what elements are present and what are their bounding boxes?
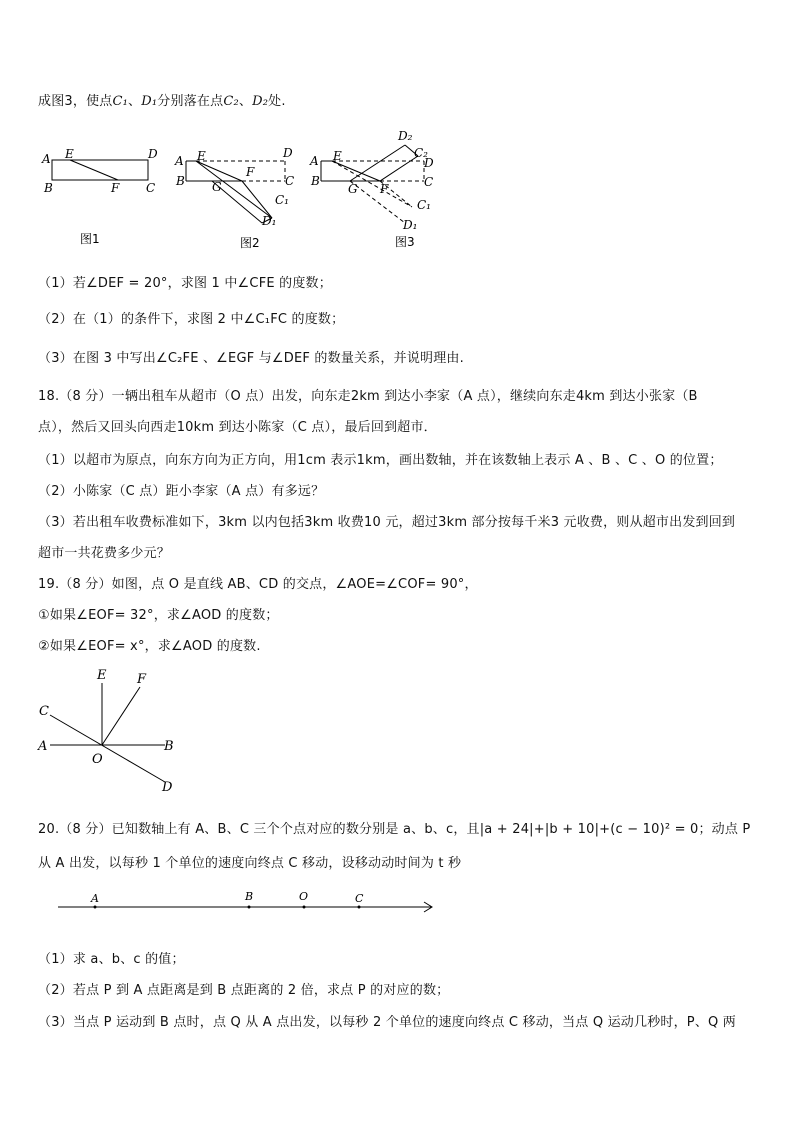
fig1-label-D: D bbox=[148, 147, 158, 161]
fig3-label-C2: C₂ bbox=[414, 146, 428, 160]
caption-fig1: 图1 bbox=[80, 232, 100, 246]
caption-fig3: 图3 bbox=[395, 235, 415, 249]
q20-part3: （3）当点 P 运动到 B 点时，点 Q 从 A 点出发，以每秒 2 个单位的速度向终点 C 移动，当点 Q 运动几秒时，P、Q 两 bbox=[38, 1015, 736, 1030]
figure-1 bbox=[41, 147, 158, 246]
fig2-label-D1: D₁ bbox=[262, 214, 277, 228]
fig1-label-B: B bbox=[44, 181, 53, 195]
intro-line: 成图3，使点C₁、D₁分别落在点C₂、D₂处. bbox=[38, 94, 286, 109]
q18-heading: 18.（8 分）一辆出租车从超市（O 点）出发，向东走2km 到达小李家（A 点），继续向东走4km 到达小张家（B bbox=[38, 389, 698, 404]
q20-part2: （2）若点 P 到 A 点距离是到 B 点距离的 2 倍，求点 P 的对应的数； bbox=[38, 983, 450, 998]
fig19-label-C: C bbox=[39, 704, 49, 719]
q20-part1: （1）求 a、b、c 的值； bbox=[38, 952, 185, 967]
fig3-label-C: C bbox=[424, 175, 434, 189]
axis-label-C: C bbox=[355, 892, 364, 905]
fold-figures bbox=[0, 125, 794, 255]
fig19-label-B: B bbox=[164, 739, 174, 754]
fig1-label-A: A bbox=[42, 152, 51, 166]
fig1-label-C: C bbox=[146, 181, 156, 195]
q18-part3: （3）若出租车收费标准如下，3km 以内包括3km 收费10 元，超过3km 部分按每千米3 元收费，则从超市出发到回到 bbox=[38, 515, 736, 530]
q17-part1: （1）若∠DEF = 20°，求图 1 中∠CFE 的度数； bbox=[38, 276, 332, 291]
fig3-label-D2: D₂ bbox=[398, 129, 413, 143]
fig3-label-F: F bbox=[380, 182, 389, 196]
fig19-label-A: A bbox=[38, 739, 48, 754]
q18-heading-cont: 点），然后又回头向西走10km 到达小陈家（C 点），最后回到超市． bbox=[38, 420, 437, 435]
fig19-label-F: F bbox=[137, 672, 147, 687]
fig3-label-E: E bbox=[333, 149, 342, 163]
number-line-figure bbox=[50, 885, 450, 920]
figure-3 bbox=[309, 129, 434, 249]
fig2-label-F: F bbox=[246, 165, 255, 179]
q18-part2: （2）小陈家（C 点）距小李家（A 点）有多远？ bbox=[38, 484, 325, 499]
axis-label-A: A bbox=[91, 892, 99, 905]
q20-heading: 20.（8 分）已知数轴上有 A、B、C 三个个点对应的数分别是 a、b、c，且|a + 24|+|b + 10|+(c − 10)² = 0；动点 P bbox=[38, 822, 751, 837]
fig2-label-G: G bbox=[212, 180, 222, 194]
fig19-label-E: E bbox=[97, 668, 107, 683]
fig3-label-C1: C₁ bbox=[417, 198, 431, 212]
fig3-label-A: A bbox=[310, 154, 319, 168]
caption-fig2: 图2 bbox=[240, 236, 260, 250]
fig3-label-D1: D₁ bbox=[403, 218, 418, 232]
axis-label-B: B bbox=[245, 890, 254, 903]
q19-part1: ①如果∠EOF= 32°，求∠AOD 的度数； bbox=[38, 608, 279, 623]
fig2-label-B: B bbox=[176, 174, 185, 188]
angle-figure bbox=[30, 665, 190, 795]
fig19-label-O: O bbox=[92, 752, 103, 767]
fig3-label-B: B bbox=[311, 174, 320, 188]
fig3-label-G: G bbox=[348, 182, 358, 196]
fig1-label-F: F bbox=[111, 181, 120, 195]
fig19-label-D: D bbox=[162, 780, 173, 795]
fig3-label-D: D bbox=[424, 156, 434, 170]
axis-label-O: O bbox=[299, 890, 309, 903]
fig2-label-E: E bbox=[197, 149, 206, 163]
figure-2 bbox=[174, 146, 294, 250]
fig2-label-A: A bbox=[175, 154, 184, 168]
fig1-label-E: E bbox=[65, 147, 74, 161]
fig2-label-D: D bbox=[283, 146, 293, 160]
q19-heading: 19.（8 分）如图，点 O 是直线 AB、CD 的交点，∠AOE=∠COF= 90°， bbox=[38, 577, 478, 592]
q19-part2: ②如果∠EOF= x°，求∠AOD 的度数. bbox=[38, 639, 261, 654]
q17-part3: （3）在图 3 中写出∠C₂FE 、∠EGF 与∠DEF 的数量关系，并说明理由. bbox=[38, 351, 464, 366]
q20-heading-cont: 从 A 出发，以每秒 1 个单位的速度向终点 C 移动，设移动动时间为 t 秒 bbox=[38, 856, 462, 871]
fig2-label-C: C bbox=[285, 174, 295, 188]
q18-part1: （1）以超市为原点，向东方向为正方向，用1cm 表示1km，画出数轴，并在该数轴上表示 A 、B 、C 、O 的位置； bbox=[38, 453, 723, 468]
fig2-label-C1: C₁ bbox=[275, 193, 289, 207]
q17-part2: （2）在（1）的条件下，求图 2 中∠C₁FC 的度数； bbox=[38, 312, 345, 327]
q18-part3-cont: 超市一共花费多少元？ bbox=[38, 546, 171, 561]
